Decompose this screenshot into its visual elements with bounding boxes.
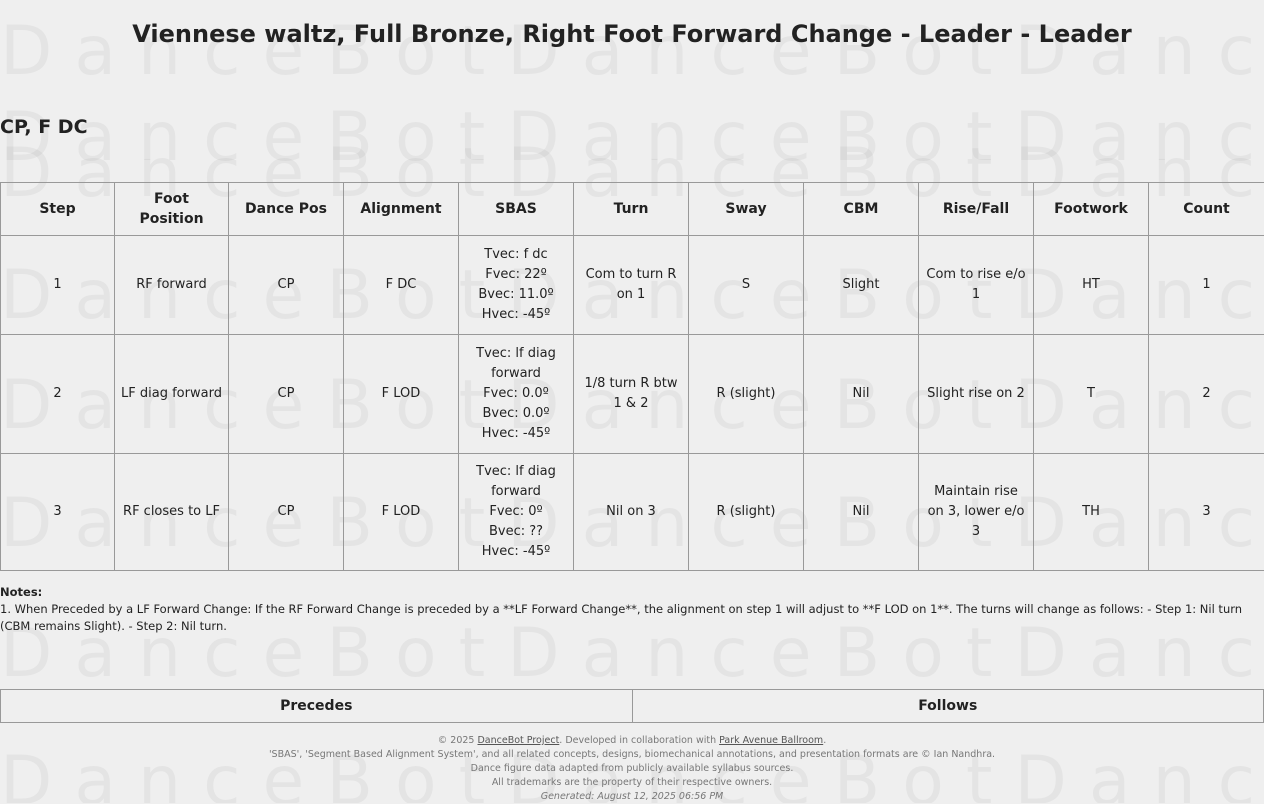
dance-pos-cell: CP: [229, 335, 344, 454]
sbas-bvec: Bvec: 11.0º: [465, 285, 567, 305]
column-header: CBM: [804, 183, 919, 236]
count-cell: 2: [1149, 335, 1264, 454]
developed-text: . Developed in collaboration with: [559, 735, 719, 746]
sbas-tvec: Tvec: lf diag forward: [465, 344, 567, 384]
column-header: Count: [1149, 183, 1264, 236]
step-cell: 3: [1, 454, 115, 571]
column-header: Alignment: [344, 183, 459, 236]
turn-cell: 1/8 turn R btw 1 & 2: [574, 335, 689, 454]
rise-fall-cell: Slight rise on 2: [919, 335, 1034, 454]
footer-trademarks: All trademarks are the property of their respective owners.: [0, 776, 1264, 790]
page-title: Viennese waltz, Full Bronze, Right Foot Forward Change - Leader - Leader: [0, 20, 1264, 48]
sbas-cell: [459, 236, 574, 335]
sbas-fvec: Fvec: 0.0º: [465, 384, 567, 404]
column-header: Foot Position: [115, 183, 229, 236]
alignment-cell: F LOD: [344, 335, 459, 454]
sbas-tvec: Tvec: f dc: [465, 245, 567, 265]
column-header: Rise/Fall: [919, 183, 1034, 236]
column-header: Dance Pos: [229, 183, 344, 236]
sbas-hvec: Hvec: -45º: [465, 424, 567, 444]
footer-data-source: Dance figure data adapted from publicly available syllabus sources.: [0, 762, 1264, 776]
sbas-cell: [459, 454, 574, 571]
footwork-cell: TH: [1034, 454, 1149, 571]
step-cell: 2: [1, 335, 115, 454]
sbas-tvec: Tvec: lf diag forward: [465, 462, 567, 502]
period-text: .: [823, 735, 826, 746]
precedes-header: Precedes: [1, 690, 633, 723]
step-cell: 1: [1, 236, 115, 335]
footwork-cell: T: [1034, 335, 1149, 454]
column-header: Turn: [574, 183, 689, 236]
precedes-follows-table: [0, 689, 1264, 723]
watermark-row: [0, 104, 1264, 172]
sbas-hvec: Hvec: -45º: [465, 305, 567, 325]
dancebot-project-link[interactable]: DanceBot Project: [477, 735, 559, 746]
count-cell: 1: [1149, 236, 1264, 335]
turn-cell: Nil on 3: [574, 454, 689, 571]
position-alignment-heading: CP, F DC: [0, 116, 88, 138]
copyright-text: © 2025: [438, 735, 478, 746]
notes-text: 1. When Preceded by a LF Forward Change: If the RF Forward Change is preceded by a **LF Forward Change**, the alignment on step 1 will adjust to **F LOD on 1**. The turns will change as follows: - Step 1: Nil turn (CBM remains Slight). - Step 2: Nil turn.: [0, 601, 1260, 635]
sbas-hvec: Hvec: -45º: [465, 542, 567, 562]
footwork-cell: HT: [1034, 236, 1149, 335]
sbas-fvec: Fvec: 22º: [465, 265, 567, 285]
cbm-cell: Nil: [804, 335, 919, 454]
notes-section: [0, 584, 1260, 635]
footer-copyright-line: [0, 734, 1264, 748]
foot-position-cell: LF diag forward: [115, 335, 229, 454]
park-avenue-ballroom-link[interactable]: Park Avenue Ballroom: [719, 735, 823, 746]
table-row: [1, 236, 1264, 335]
footer-sbas-notice: 'SBAS', 'Segment Based Alignment System', and all related concepts, designs, biomechanical annotations, and presentation formats are © Ian Nandhra.: [0, 748, 1264, 762]
table-row: [1, 454, 1264, 571]
sbas-fvec: Fvec: 0º: [465, 502, 567, 522]
sway-cell: R (slight): [689, 454, 804, 571]
rise-fall-cell: Maintain rise on 3, lower e/o 3: [919, 454, 1034, 571]
sway-cell: S: [689, 236, 804, 335]
table-header-row: [1, 183, 1264, 236]
table-row: [1, 335, 1264, 454]
column-header: Step: [1, 183, 115, 236]
foot-position-cell: RF closes to LF: [115, 454, 229, 571]
column-header: SBAS: [459, 183, 574, 236]
cbm-cell: Nil: [804, 454, 919, 571]
count-cell: 3: [1149, 454, 1264, 571]
cbm-cell: Slight: [804, 236, 919, 335]
foot-position-cell: RF forward: [115, 236, 229, 335]
dance-pos-cell: CP: [229, 454, 344, 571]
notes-title: Notes:: [0, 584, 1260, 601]
column-header: Sway: [689, 183, 804, 236]
alignment-cell: F DC: [344, 236, 459, 335]
dance-pos-cell: CP: [229, 236, 344, 335]
alignment-cell: F LOD: [344, 454, 459, 571]
turn-cell: Com to turn R on 1: [574, 236, 689, 335]
steps-table: [0, 182, 1264, 571]
rise-fall-cell: Com to rise e/o 1: [919, 236, 1034, 335]
sbas-bvec: Bvec: 0.0º: [465, 404, 567, 424]
sway-cell: R (slight): [689, 335, 804, 454]
column-header: Footwork: [1034, 183, 1149, 236]
follows-header: Follows: [632, 690, 1264, 723]
footer: [0, 734, 1264, 804]
sbas-bvec: Bvec: ??: [465, 522, 567, 542]
sbas-cell: [459, 335, 574, 454]
footer-generated: Generated: August 12, 2025 06:56 PM: [0, 790, 1264, 804]
